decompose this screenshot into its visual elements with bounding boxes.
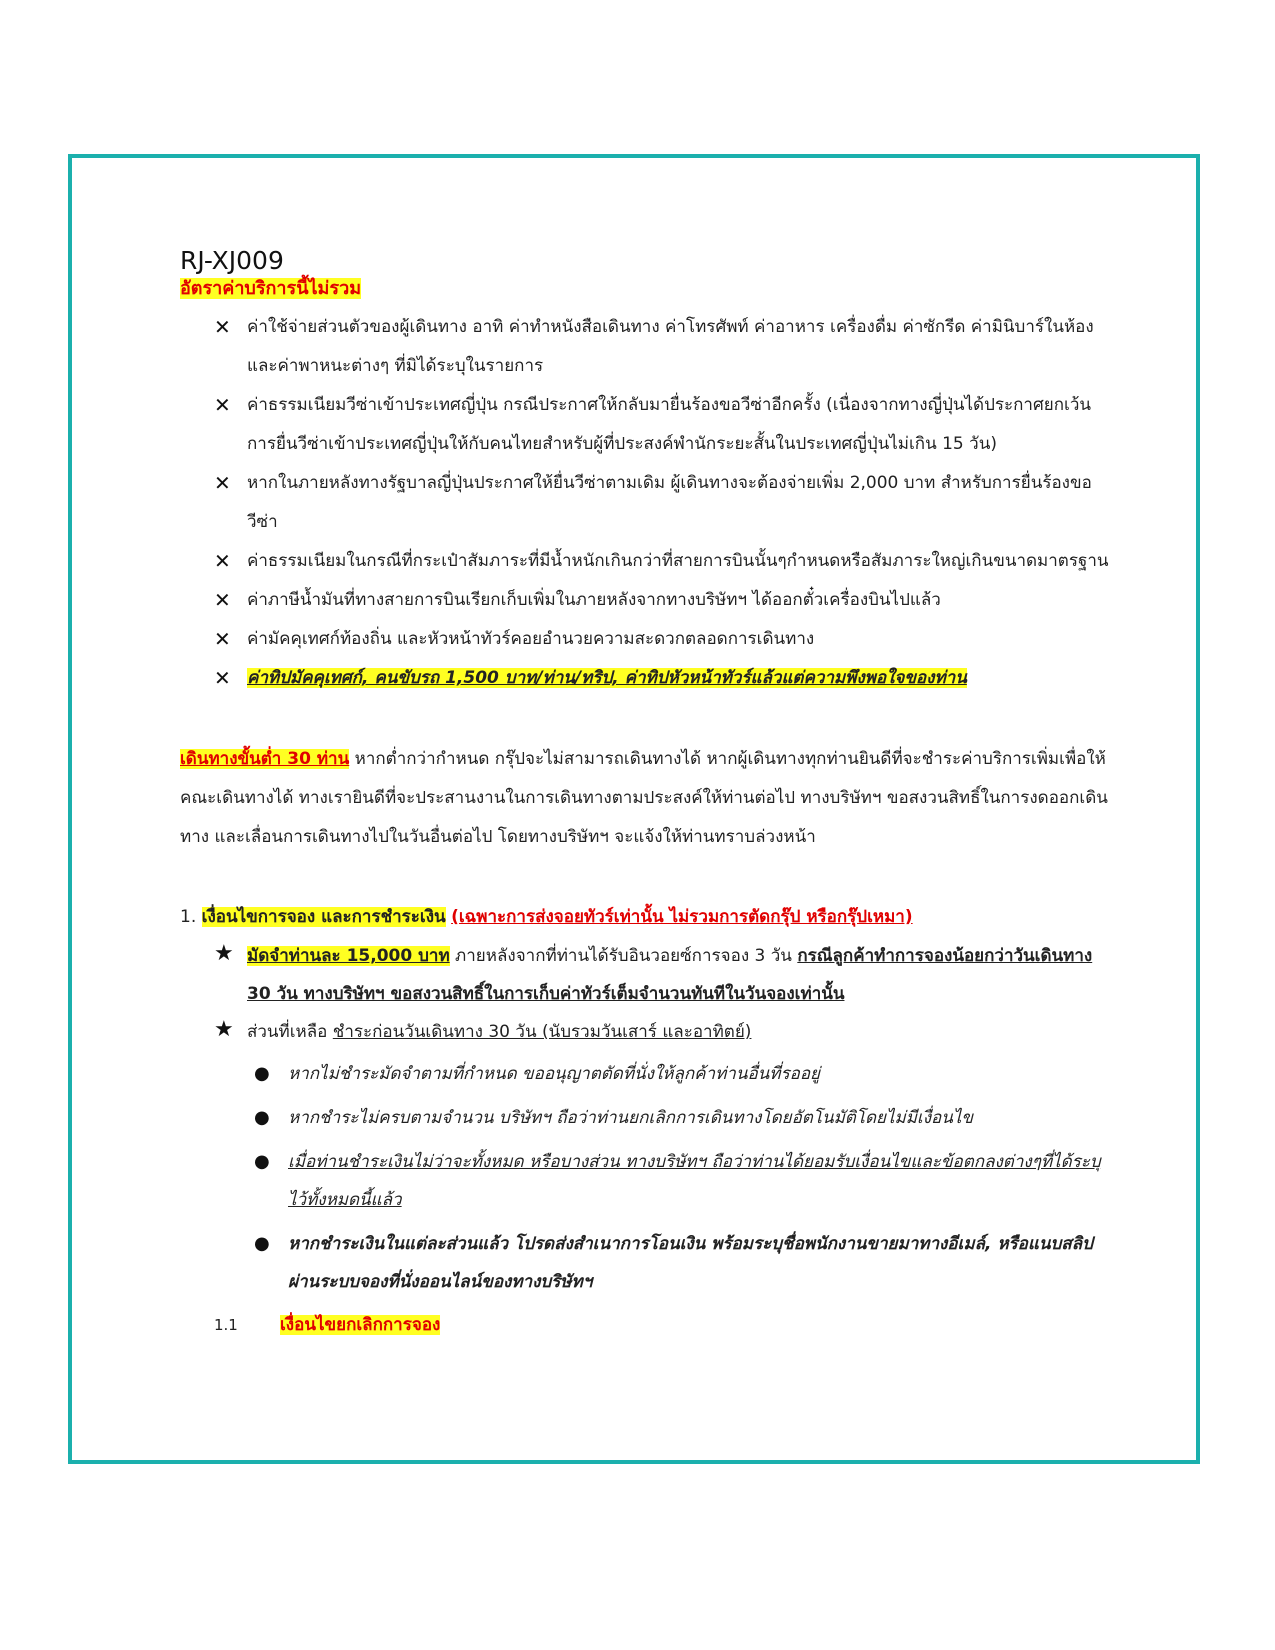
balance-item: ★ ส่วนที่เหลือ ชำระก่อนวันเดินทาง 30 วัน (นับรวมวันเสาร์ และอาทิตย์) <box>180 1013 1110 1051</box>
tour-code: RJ-XJ009 <box>180 246 284 275</box>
star-icon: ★ <box>214 1017 234 1042</box>
cancellation-heading: 1.1 เงื่อนไขยกเลิกการจอง <box>214 1315 441 1335</box>
list-item: ● หากไม่ชำระมัดจำตามที่กำหนด ขออนุญาตตัดที่นั่งให้ลูกค้าท่านอื่นที่รออยู่ <box>180 1055 1110 1093</box>
minimum-travelers-label: เดินทางขั้นต่ำ 30 ท่าน <box>180 749 350 769</box>
minimum-travelers-paragraph: เดินทางขั้นต่ำ 30 ท่าน หากต่ำกว่ากำหนด กรุ๊ปจะไม่สามารถเดินทางได้ หากผู้เดินทางทุกท่านยินดีที่จะชำระค่าบริการเพิ่มเพื่อให้คณะเดินทางได้ ทางเรายินดีที่จะประสานงานในการเดินทางตามประสงค์ให้ท่านต่อไป ทางบริษัทฯ ขอสงวนสิทธิ์ในการงดออกเดินทาง และเลื่อนการเดินทางไปในวันอื่นต่อไป โดยทางบริษัทฯ จะแจ้งให้ท่านทราบล่วงหน้า <box>180 749 1108 847</box>
list-item: ● หากชำระไม่ครบตามจำนวน บริษัทฯ ถือว่าท่านยกเลิกการเดินทางโดยอัตโนมัติโดยไม่มีเงื่อนไข <box>180 1099 1110 1137</box>
list-item: ✕ ค่าใช้จ่ายส่วนตัวของผู้เดินทาง อาทิ ค่าทำหนังสือเดินทาง ค่าโทรศัพท์ ค่าอาหาร เครื่องดื่ม ค่าซักรีด ค่ามินิบาร์ในห้อง และค่าพาหนะต่างๆ ที่มิได้ระบุในรายการ <box>180 308 1110 386</box>
cross-icon: ✕ <box>214 666 231 690</box>
cross-icon: ✕ <box>214 315 231 339</box>
bullet-icon: ● <box>254 1063 270 1084</box>
exclusions-list <box>180 308 1110 698</box>
payment-notes-list <box>180 1055 1110 1301</box>
bullet-icon: ● <box>254 1107 270 1128</box>
bullet-icon: ● <box>254 1233 270 1254</box>
list-item: ✕ ค่าธรรมเนียมในกรณีที่กระเป๋าสัมภาระที่มีน้ำหนักเกินกว่าที่สายการบินนั้นๆกำหนดหรือสัมภาระใหญ่เกินขนาดมาตรฐาน <box>180 542 1110 581</box>
booking-conditions-heading: 1. เงื่อนไขการจอง และการชำระเงิน (เฉพาะการส่งจอยทัวร์เท่านั้น ไม่รวมการตัดกรุ๊ป หรือกรุ๊ปเหมา) <box>180 907 913 927</box>
cross-icon: ✕ <box>214 393 231 417</box>
list-item: ✕ ค่าภาษีน้ำมันที่ทางสายการบินเรียกเก็บเพิ่มในภายหลังจากทางบริษัทฯ ได้ออกตั๋วเครื่องบินไปแล้ว <box>180 581 1110 620</box>
exclusions-heading: อัตราค่าบริการนี้ไม่รวม <box>180 278 362 299</box>
cross-icon: ✕ <box>214 588 231 612</box>
payment-list <box>180 937 1110 1051</box>
list-item: ✕ ค่าธรรมเนียมวีซ่าเข้าประเทศญี่ปุ่น กรณีประกาศให้กลับมายื่นร้องขอวีซ่าอีกครั้ง (เนื่องจากทางญี่ปุ่นได้ประกาศยกเว้นการยื่นวีซ่าเข้าประเทศญี่ปุ่นให้กับคนไทยสำหรับผู้ที่ประสงค์พำนักระยะสั้นในประเทศญี่ปุ่นไม่เกิน 15 วัน) <box>180 386 1110 464</box>
list-item: ● เมื่อท่านชำระเงินไม่ว่าจะทั้งหมด หรือบางส่วน ทางบริษัทฯ ถือว่าท่านได้ยอมรับเงื่อนไขและข้อตกลงต่างๆที่ได้ระบุไว้ทั้งหมดนี้แล้ว <box>180 1143 1110 1219</box>
bullet-icon: ● <box>254 1151 270 1172</box>
document-body <box>180 246 1110 1343</box>
list-item-tips: ✕ ค่าทิปมัคคุเทศก์, คนขับรถ 1,500 บาท/ท่าน/ทริป, ค่าทิปหัวหน้าทัวร์แล้วแต่ความพึงพอใจของท่าน <box>180 659 1110 698</box>
star-icon: ★ <box>214 941 234 966</box>
cross-icon: ✕ <box>214 549 231 573</box>
list-item: ● หากชำระเงินในแต่ละส่วนแล้ว โปรดส่งสำเนาการโอนเงิน พร้อมระบุชื่อพนักงานขายมาทางอีเมล์, หรือแนบสลิปผ่านระบบจองที่นั่งออนไลน์ของทางบริษัทฯ <box>180 1225 1110 1301</box>
deposit-item: ★ มัดจำท่านละ 15,000 บาท ภายหลังจากที่ท่านได้รับอินวอยซ์การจอง 3 วัน กรณีลูกค้าทำการจองน้อยกว่าวันเดินทาง 30 วัน ทางบริษัทฯ ขอสงวนสิทธิ์ในการเก็บค่าทัวร์เต็มจำนวนทันทีในวันจองเท่านั้น <box>180 937 1110 1013</box>
cross-icon: ✕ <box>214 627 231 651</box>
cross-icon: ✕ <box>214 471 231 495</box>
list-item: ✕ ค่ามัคคุเทศก์ท้องถิ่น และหัวหน้าทัวร์คอยอำนวยความสะดวกตลอดการเดินทาง <box>180 620 1110 659</box>
list-item: ✕ หากในภายหลังทางรัฐบาลญี่ปุ่นประกาศให้ยื่นวีซ่าตามเดิม ผู้เดินทางจะต้องจ่ายเพิ่ม 2,000 บาท สำหรับการยื่นร้องขอวีซ่า <box>180 464 1110 542</box>
